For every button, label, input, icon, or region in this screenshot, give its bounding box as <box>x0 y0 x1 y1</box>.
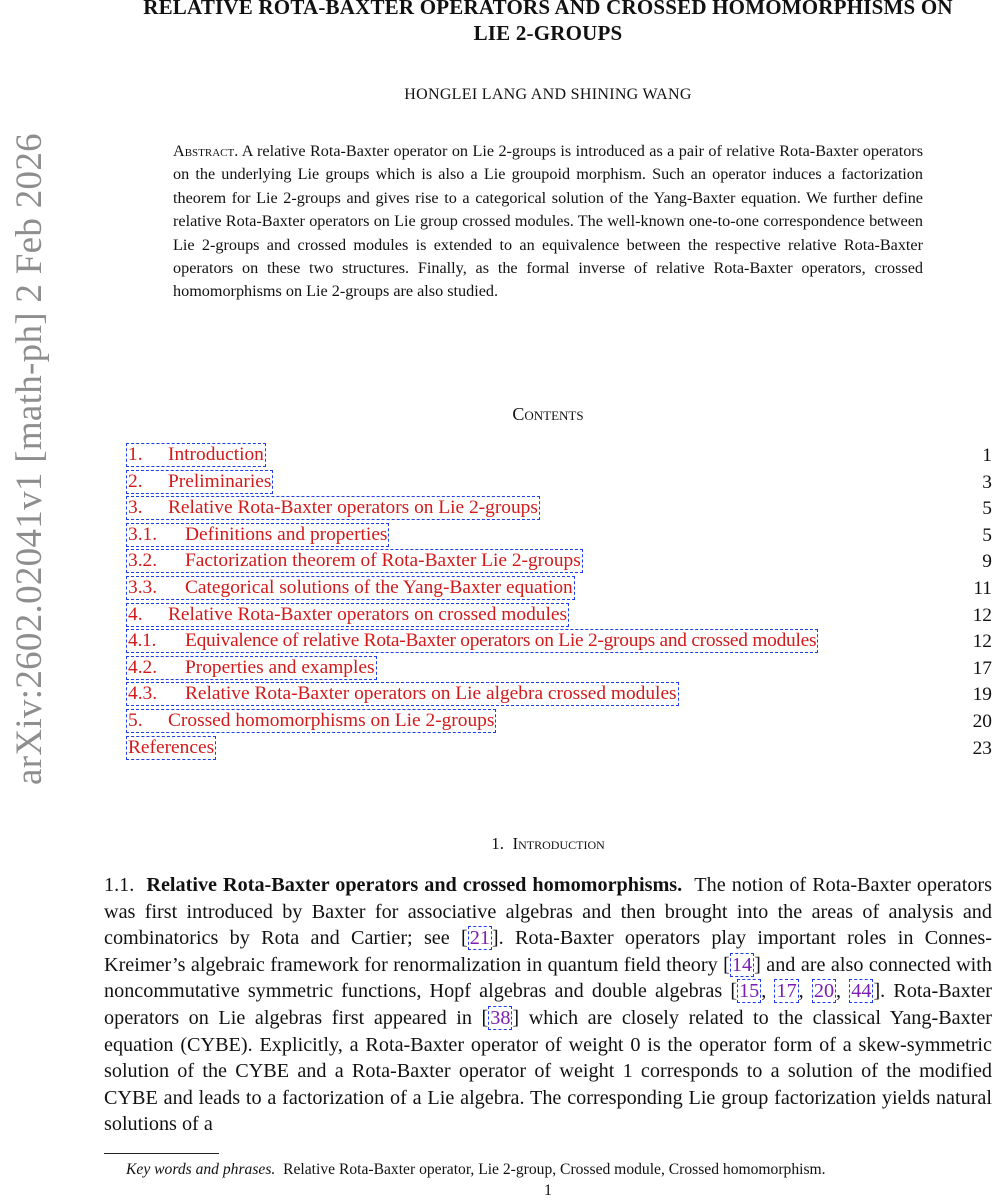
paper-title <box>100 0 996 46</box>
toc-link-section-3-1[interactable] <box>126 523 389 547</box>
table-of-contents <box>126 443 992 762</box>
toc-link-section-3-2[interactable] <box>126 549 583 573</box>
toc-title: Properties and examples <box>185 656 375 678</box>
toc-title: Relative Rota-Baxter operators on Lie algebra crossed modules <box>185 683 677 705</box>
toc-page: 5 <box>982 498 992 520</box>
abstract <box>173 140 923 304</box>
toc-link-section-4-3[interactable] <box>126 682 679 706</box>
toc-title: Equivalence of relative Rota-Baxter operators on Lie 2-groups and crossed modules <box>185 630 817 652</box>
citation-link[interactable]: 14 <box>731 953 753 976</box>
toc-link-section-4[interactable] <box>126 603 569 627</box>
text: The notion of Rota-Baxter operators was first introduced by Baxter for associative algebras and then brought into the areas of analysis and combinatorics by Rota and Cartier; see [ <box>104 874 993 950</box>
toc-number: 3.1. <box>128 523 158 545</box>
contents-heading: Contents <box>512 404 584 424</box>
footnote-label: Key words and phrases. <box>126 1161 276 1178</box>
toc-row <box>126 443 992 470</box>
citation-link[interactable]: 20 <box>813 980 835 1003</box>
citation-link[interactable]: 21 <box>469 927 490 950</box>
toc-page: 11 <box>973 577 992 599</box>
toc-link-references[interactable] <box>126 736 216 760</box>
authors: HONGLEI LANG AND SHINING WANG <box>404 86 692 103</box>
toc-page: 19 <box>972 684 992 706</box>
toc-title: Relative Rota-Baxter operators on Lie 2-groups <box>168 497 538 519</box>
toc-row <box>126 523 992 550</box>
footnote <box>126 1160 992 1180</box>
intro-paragraph <box>104 872 992 1138</box>
text: ]. Rota-Baxter operators play important roles in Connes-Kreimer’s algebraic framework for renormalization in quantum field theory [ <box>104 927 992 976</box>
toc-page: 3 <box>982 471 992 493</box>
subsection-title: Relative Rota-Baxter operators and crossed homomorphisms. <box>146 874 683 896</box>
toc-title: Preliminaries <box>168 470 272 492</box>
citation-link[interactable]: 15 <box>739 980 760 1003</box>
toc-row <box>126 496 992 523</box>
toc-row <box>126 709 992 736</box>
toc-title: Definitions and properties <box>185 523 388 545</box>
text: , <box>761 980 775 1003</box>
citation-link[interactable]: 44 <box>851 980 872 1003</box>
toc-number: 4.3. <box>128 683 158 705</box>
toc-link-section-3[interactable] <box>126 496 540 520</box>
text: ] and are also connected with noncommutative symmetric functions, Hopf algebras and double algebras [ <box>104 953 992 1003</box>
arxiv-identifier: arXiv:2602.02041v1 [math-ph] 2 Feb 2026 <box>9 133 50 785</box>
toc-page: 5 <box>982 524 992 546</box>
toc-title: Factorization theorem of Rota-Baxter Lie 2-groups <box>185 550 581 572</box>
toc-page: 17 <box>972 657 992 679</box>
toc-page: 23 <box>972 737 992 759</box>
toc-number: 5. <box>128 709 143 731</box>
toc-row <box>126 470 992 497</box>
citation-link[interactable]: 38 <box>490 1006 511 1029</box>
toc-number: 4.2. <box>128 656 158 678</box>
title-line-2: LIE 2-GROUPS <box>473 21 623 45</box>
section-title: Introduction <box>512 834 605 853</box>
footnote-text: Relative Rota-Baxter operator, Lie 2-group, Crossed module, Crossed homomorphism. <box>283 1161 826 1178</box>
text: ]. Rota-Baxter operators on Lie algebras first appeared in [ <box>104 980 993 1029</box>
toc-number: 2. <box>128 470 143 492</box>
toc-link-section-4-1[interactable] <box>126 629 818 653</box>
toc-page: 20 <box>972 710 992 732</box>
text: ] which are closely related to the classical Yang-Baxter equation (CYBE). Explicitly, a Rota-Baxter operator of weight 0 is the operator form of a skew-symmetric solution of the CYBE and a Rota-Baxter operator of weight 1 corresponds to a solution of the modified CYBE and leads to a factorization of a Lie algebra. The corresponding Lie group factorization yields natural solutions of a <box>104 1006 993 1136</box>
page-number: 1 <box>544 1182 552 1199</box>
title-line-1: RELATIVE ROTA-BAXTER OPERATORS AND CROSSED HOMOMORPHISMS ON <box>143 0 953 19</box>
toc-page: 1 <box>982 445 992 466</box>
toc-title: Categorical solutions of the Yang-Baxter equation <box>185 576 573 598</box>
toc-row <box>126 629 992 656</box>
toc-number: 3.2. <box>128 550 158 572</box>
toc-number: 4.1. <box>128 630 157 652</box>
toc-number: 1. <box>128 444 143 465</box>
section-number: 1. <box>491 834 504 853</box>
abstract-label: Abstract. <box>173 142 239 160</box>
toc-page: 9 <box>982 551 992 573</box>
toc-link-preliminaries[interactable] <box>126 470 273 494</box>
abstract-text: A relative Rota-Baxter operator on Lie 2-groups is introduced as a pair of relative Rota-Baxter operators on the underlying Lie groups which is also a Lie groupoid morphism. Such an operator induces a factorization theorem for Lie 2-groups and gives rise to a categorical solution of the Yang-Baxter equation. We further define relative Rota-Baxter operators on Lie group crossed modules. The well-known one-to-one correspondence between Lie 2-groups and crossed modules is extended to an equivalence between the respective relative Rota-Baxter operators on these two structures. Finally, as the formal inverse of relative Rota-Baxter operators, crossed homomorphisms on Lie 2-groups are also studied. <box>173 142 923 301</box>
toc-row <box>126 549 992 576</box>
toc-title: Introduction <box>168 444 264 465</box>
text: , <box>798 980 812 1003</box>
text: , <box>836 980 850 1003</box>
toc-row <box>126 682 992 709</box>
toc-title: Crossed homomorphisms on Lie 2-groups <box>168 709 495 731</box>
toc-link-section-4-2[interactable] <box>126 656 377 680</box>
toc-number: 4. <box>128 603 143 625</box>
toc-row <box>126 656 992 683</box>
toc-number: 3.3. <box>128 576 158 598</box>
toc-link-section-3-3[interactable] <box>126 576 575 600</box>
toc-link-introduction[interactable] <box>126 443 266 467</box>
subsection-number: 1.1. <box>104 874 135 896</box>
toc-link-section-5[interactable] <box>126 709 496 733</box>
toc-title: References <box>128 736 215 758</box>
toc-title: Relative Rota-Baxter operators on crossed modules <box>168 603 568 625</box>
toc-row <box>126 736 992 763</box>
toc-page: 12 <box>972 604 992 626</box>
section-heading <box>100 834 996 854</box>
toc-page: 12 <box>972 631 992 653</box>
footnote-divider <box>104 1153 219 1154</box>
toc-row <box>126 576 992 603</box>
citation-link[interactable]: 17 <box>776 980 797 1003</box>
toc-row <box>126 603 992 630</box>
toc-number: 3. <box>128 497 143 519</box>
